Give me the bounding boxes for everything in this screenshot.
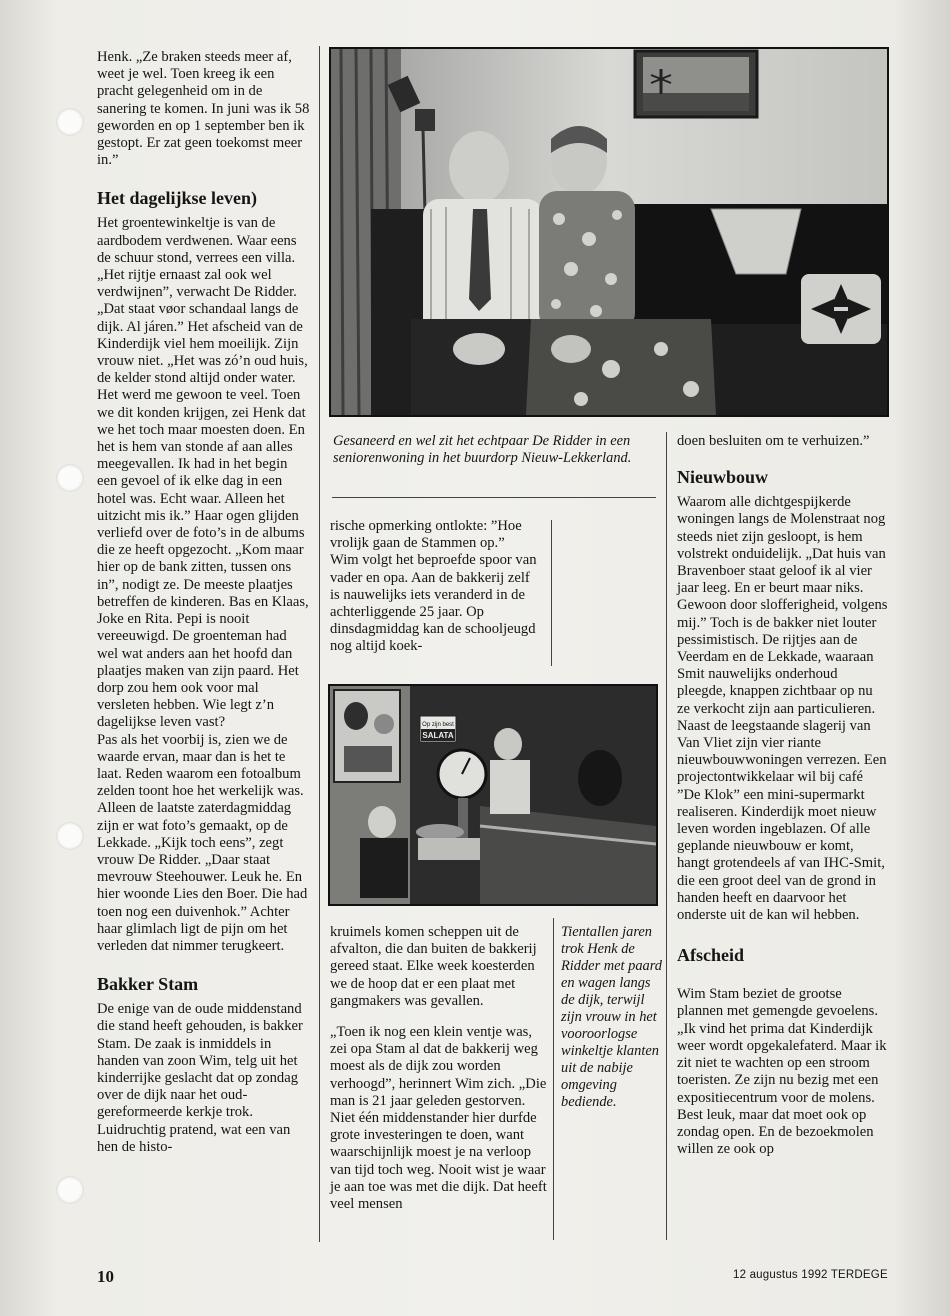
heading-nieuwbouw: Nieuwbouw [677,467,769,488]
punch-hole [56,1176,84,1204]
photo-bakery [328,684,658,906]
paragraph-nieuwbouw: Waarom alle dichtgespijkerde woningen langs de Molenstraat nog steeds niet zijn gesloopt, is hem volstrekt onduidelijk. „Dat huis van Bravenboer staat geloof ik al vier jaar leeg. En er beurt maar niks. Gewoon door slofferigheid, volgens mij.” Toch is de bakker niet louter pessimistisch. De rijtjes aan de Veerdam en de Lekkade, waaraan Smit nauwelijks onderhoud pleegde, knappen zichtbaar op nu ze verkocht zijn aan particulieren. Naast de leegstaande slagerij van Van Vliet zijn vier riante nieuwbouwwoningen verrezen. Een projectontwikkelaar wil bij café ”De Klok” een mini-supermarkt realiseren. Kinderdijk moet nieuw leven worden ingeblazen. Of alle geplande nieuwbouw er komt, hangt grotendeels af van IHC-Smit, die een groot deel van de grond in handen heeft en daarvoor het onderste uit de kan wil hebben. [677,494,888,924]
paragraph-verhuizen: doen besluiten om te verhuizen.” [677,433,870,449]
punch-hole [56,822,84,850]
paragraph-fotoalbum: Pas als het voorbij is, zien we de waarde ervan, maar dan is het te laat. Reden waarom een fotoalbum zelden toont hoe het werkelijk was. Alleen de laatste zaterdagmiddag zijn er wat foto’s gemaakt, op de Lekkade. „Kijk toch eens”, zegt vrouw De Ridder. „Daar staat mevrouw Steehouwer. Leuk he. En hier woonde Lies den Boer. Die had toen nog een duivenhok.” Achter haar glimlach ligt de pijn om het verleden dat nimmer terugkeert. [97,731,308,954]
column-divider [551,520,552,666]
paragraph-bakker-stam: De enige van de oude middenstand die stand heeft gehouden, is bakker Stam. De zaak is inmiddels in handen van zoon Wim, telg uit het kinderrijke geslacht dat op zondag over de dijk naar het oud-gereformeerde kerkje trok. Luidruchtig pratend, wat een van hen de histo- [97,1001,303,1155]
paragraph-bakkerij: Wim volgt het beproefde spoor van vader en opa. Aan de bakkerij zelf is nauwelijks iets veranderd in de achterliggende 25 jaar. Op dinsdagmiddag kan de schooljeugd nog altijd koek- [330,552,537,655]
column-middle-bottom [330,924,552,1213]
column-divider [319,46,320,1242]
photo-couple [329,47,889,417]
issue-line: 12 augustus 1992 TERDEGE [733,1269,888,1281]
intro-paragraph: Henk. „Ze braken steeds meer af, weet je wel. Toen kreeg ik een pracht gelegenheid om in de sanering te komen. In juni was ik 58 geworden en op 1 september ben ik gestopt. Er zat geen toekomst meer in.” [97,49,310,169]
heading-bakker-stam: Bakker Stam [97,974,199,995]
page-number: 10 [97,1267,114,1286]
paragraph-dagelijkse-leven: Het groentewinkeltje is van de aardbodem verdwenen. Waar eens de schuur stond, verrees een villa. „Het rijtje ernaast zal ook wel verdwijnen”, verwacht De Ridder. „Dat staat vøor schandaal langs de dijk. Al járen.” Het afscheid van de Kinderdijk viel hem moeilijk. Zijn vrouw niet. „Het was zó’n oud huis, de kelder stond altijd onder water. Het werd me gewoon te veel. Toen we dit konden krijgen, zei Henk dat we het toch maar moesten doen. En het is hem van stonde af aan alles meegevallen. Ik had in het begin een gevoel of ik elke dag in een hotel was. Echt waar. Alleen het uitzicht mis ik.” Haar ogen glijden verliefd over de foto’s in de albums die ze heeft opgezocht. „Kom maar hier op de bank zitten, tussen ons in”, nodigt ze. De meeste plaatjes betreffen de kinderen. Bas en Klaas, Joke en Rita. Pepi is nooit vereeuwigd. De groenteman had wel wat anders aan het hoofd dan plaatjes maken van zijn paard. Het dorp zou hem ook voor mal versleten hebben. Wie legt z’n dagelijkse leven vast? [97,215,309,731]
heading-dagelijkse-leven: Het dagelijkse leven) [97,188,257,209]
couple-photo-illustration [331,49,887,415]
caption-divider [332,497,656,498]
caption-bakery: Tientallen jaren trok Henk de Ridder met paard en wagen langs de dijk, terwijl zijn vrouw in het vooroorlogse winkeltje klanten uit de nabije omgeving bediende. [561,924,662,1110]
paragraph-opa-stam: „Toen ik nog een klein ventje was, zei opa Stam al dat de bakkerij weg moest als de dijk zou worden verhoogd”, herinnert Wim zich. „Die man is 21 jaar geleden gestorven. Niet één middenstander hier durfde grote investeringen te doen, want waarschijnlijk moest je na verloop van tijd toch weg. Nooit wist je waar je aan toe was met die dijk. Dat heeft veel mensen [330,1024,547,1213]
paragraph-stammen: rische opmerking ontlokte: ”Hoe vrolijk gaan de Stammen op.” [330,518,522,552]
heading-afscheid: Afscheid [677,945,744,966]
sign-top-text: Op zijn best [422,722,454,728]
column-divider [666,432,667,1240]
punch-hole [56,464,84,492]
column-divider [553,918,554,1240]
column-left [97,49,311,1156]
caption-couple: Gesaneerd en wel zit het echtpaar De Ridder in een seniorenwoning in het buurdorp Nieuw-Lekkerland. [333,433,632,466]
paragraph-afscheid: Wim Stam beziet de grootse plannen met gemengde gevoelens. „Ik vind het prima dat Kinderdijk weer wordt opgekalefaterd. Maar ik zit niet te wachten op een stroom toeristen. Ze zijn nu bezig met een expositiecentrum voor de molens. Best leuk, maar dat moet ook op zondag open. En de bezoekmolen willen ze ook op [677,986,887,1158]
column-middle-top [330,518,542,656]
sign-bottom-text: SALATA [422,731,454,740]
column-right [677,433,889,1158]
paragraph-kruimels: kruimels komen scheppen uit de afvalton, die dan buiten de bakkerij gereed staat. Elke week koesterden we de hoop dat er een plaat met gangmakers was gevallen. [330,924,537,1009]
punch-hole [56,108,84,136]
bakery-photo-illustration [330,686,656,904]
